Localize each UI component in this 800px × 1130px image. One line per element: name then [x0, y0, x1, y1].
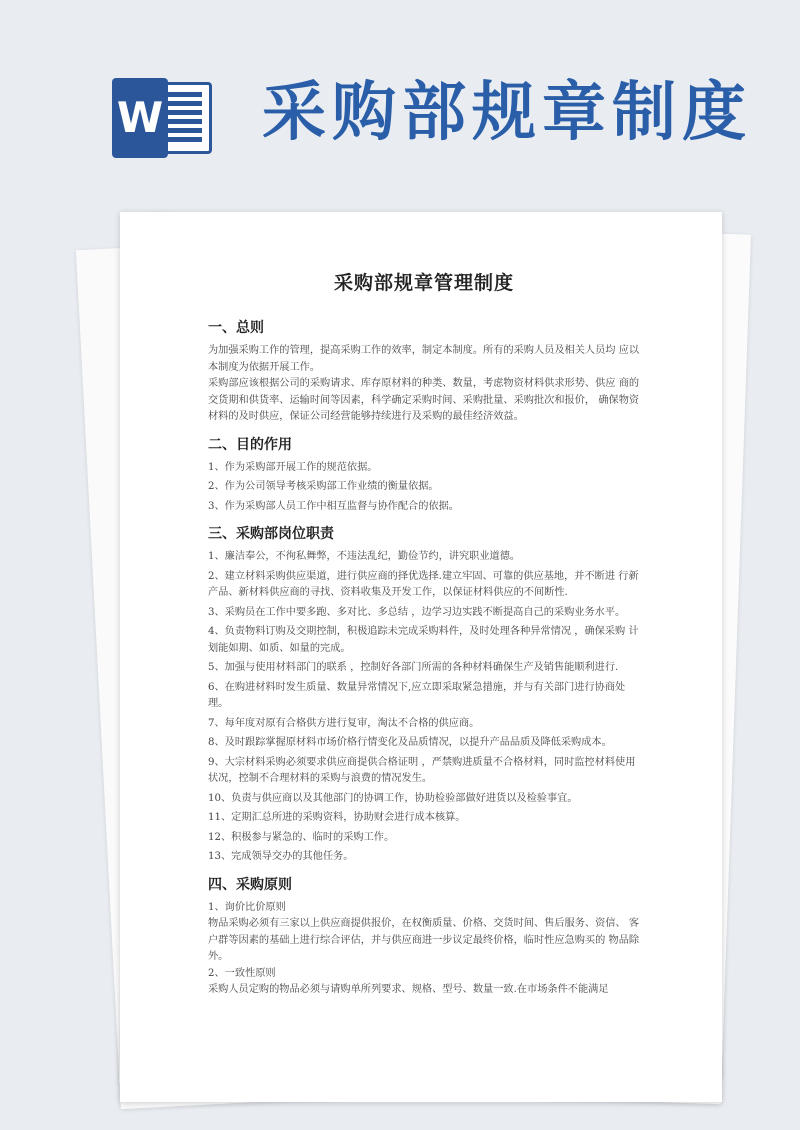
section-principles [208, 874, 640, 999]
word-badge: W [112, 78, 168, 158]
list-item: 12、积极参与紧急的、临时的采购工作。 [208, 831, 395, 843]
list-item: 5、加强与使用材料部门的联系 ，控制好各部门所需的各种材料确保生产及销售能顺利进行. [208, 662, 619, 673]
list-item: 11、定期汇总所进的采购资料，协助财会进行成本核算。 [208, 812, 466, 823]
subheading: 2、一致性原则 [208, 967, 276, 979]
paragraph: 物品采购必须有三家以上供应商提供报价，在权衡质量、价格、交货时间、售后服务、资信、 客户群等因素的基础上进行综合评估，并与供应商进一步议定最终价格，临时性应急购买的 物品除外。 [208, 918, 640, 962]
banner-title: 采购部规章制度 [262, 76, 752, 150]
list-item: 13、完成领导交办的其他任务。 [208, 851, 354, 862]
document-page [120, 212, 722, 1102]
document-title: 采购部规章管理制度 [333, 272, 514, 294]
document-content [208, 268, 640, 999]
list-item: 3、作为采购部人员工作中相互监督与协作配合的依据。 [208, 500, 459, 512]
paper-stack [120, 212, 722, 1102]
section-heading: 二、目的作用 [208, 436, 292, 453]
section-duties [208, 523, 640, 866]
section-heading: 一、总则 [208, 320, 264, 336]
list-item: 2、作为公司领导考核采购部工作业绩的衡量依据。 [208, 481, 439, 492]
section-purpose [208, 434, 640, 516]
list-item: 2、建立材料采购供应渠道，进行供应商的择优选择.建立牢固、可靠的供应基地，并不断进 行新产品、新材料供应商的寻找、资料收集及开发工作，以保证材料供应的不间断性. [208, 570, 639, 598]
section-general [208, 317, 640, 426]
subheading: 1、询价比价原则 [208, 901, 286, 913]
paragraph: 采购人员定购的物品必须与请购单所列要求、规格、型号、数量一致.在市场条件不能满足 [208, 984, 609, 995]
word-document-icon [112, 78, 212, 158]
list-item: 8、及时跟踪掌握原材料市场价格行情变化及品质情况，以提升产品品质及降低采购成本。 [208, 737, 612, 748]
section-heading: 四、采购原则 [208, 876, 292, 893]
list-item: 1、廉洁奉公，不徇私舞弊，不违法乱纪，勤俭节约，讲究职业道德。 [208, 551, 521, 562]
list-item: 9、大宗材料采购必须要求供应商提供合格证明 ，严禁购进质量不合格材料，同时监控材料使用状况，控制不合理材料的采购与浪费的情况发生。 [208, 756, 636, 784]
list-item: 3、采购员在工作中要多跑、多对比、多总结 ，边学习边实践不断提高自己的采购业务水平。 [208, 606, 626, 618]
header-banner [0, 0, 800, 210]
list-item: 4、负责物料订购及交期控制，积极追踪未完成采购料件，及时处理各种异常情况 ，确保采购 计划能如期、如质、如量的完成。 [208, 626, 639, 654]
paragraph: 为加强采购工作的管理，提高采购工作的效率，制定本制度。所有的采购人员及相关人员均 应以本制度为依据开展工作。 [208, 345, 640, 373]
list-item: 10、负责与供应商以及其他部门的协调工作，协助检验部做好进货以及检验事宜。 [208, 792, 578, 804]
list-item: 6、在购进材料时发生质量、数量异常情况下,应立即采取紧急措施，并与有关部门进行协商处理。 [208, 681, 626, 709]
paragraph: 采购部应该根据公司的采购请求、库存原材料的种类、数量，考虑物资材料供求形势、供应 商的交货期和供货率、运输时间等因素，科学确定采购时间、采购批量、采购批次和报价， 确保物资材料的及时供应，保证公司经营能够持续进行及采购的最佳经济效益。 [208, 378, 640, 422]
list-item: 1、作为采购部开展工作的规范依据。 [208, 461, 378, 473]
section-heading: 三、采购部岗位职责 [208, 526, 334, 542]
list-item: 7、每年度对原有合格供方进行复审，淘汰不合格的供应商。 [208, 717, 480, 729]
